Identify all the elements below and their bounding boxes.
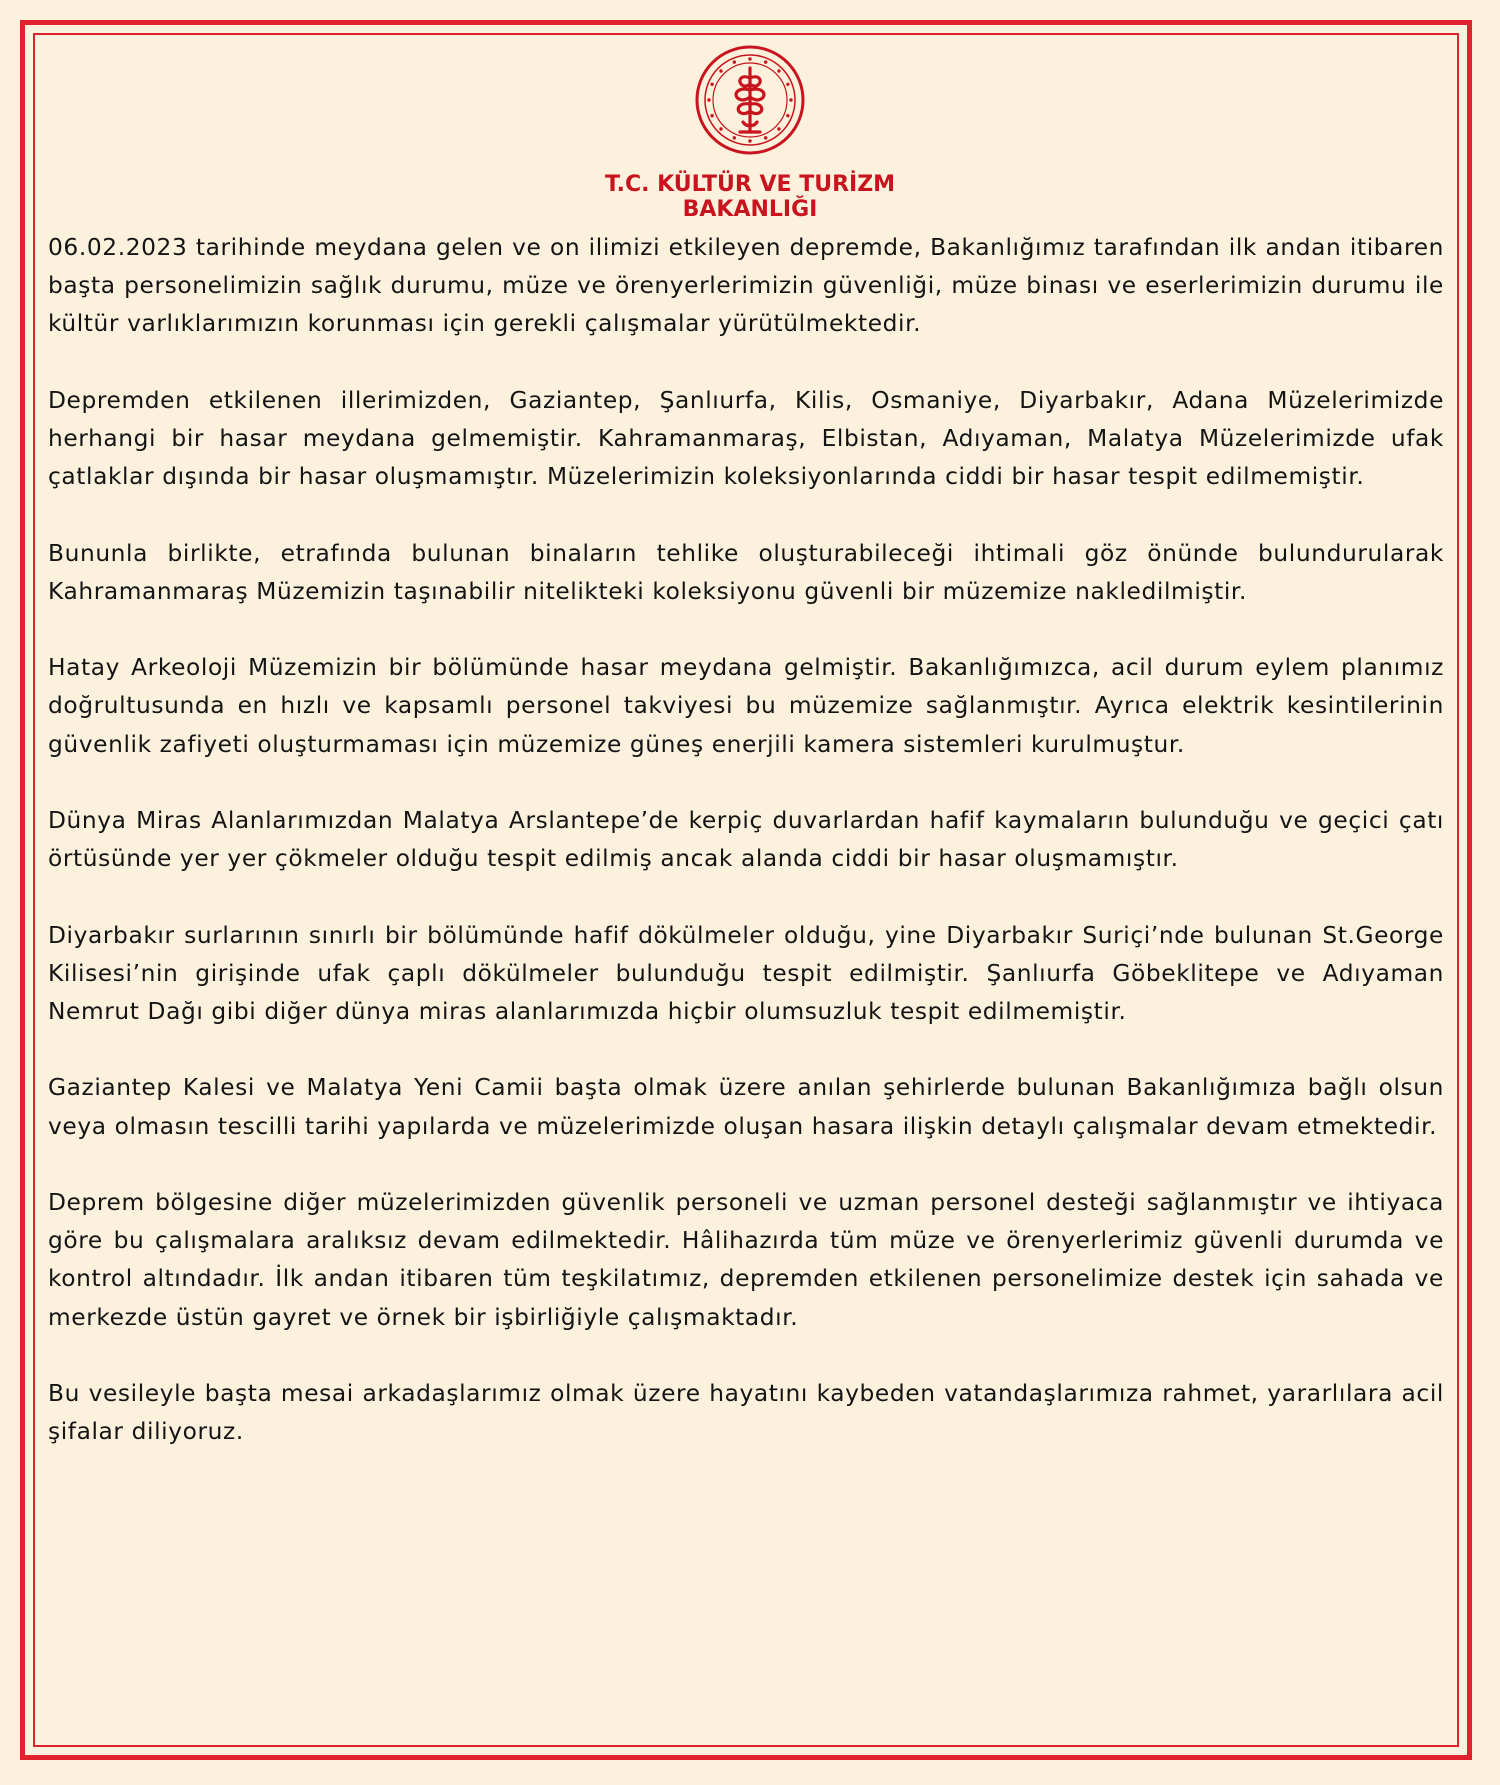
seal-star-dot: [748, 57, 751, 60]
seal-star-dot: [748, 139, 751, 142]
seal-star-dot: [777, 127, 780, 130]
seal-star-dot: [707, 98, 710, 101]
seal-star-dot: [777, 69, 780, 72]
paragraph-kahramanmaras-collection: Bununla birlikte, etrafında bulunan binaların tehlike oluşturabileceği ihtimali göz önünde bulundurularak Kahramanmaraş Müzemizin taşınabilir nitelikteki koleksiyonu güvenli bir müzemize nakledilmiştir.: [48, 539, 1444, 605]
seal-star-dot: [733, 136, 736, 139]
seal-star-dot: [710, 83, 713, 86]
paragraph-personnel-support: Deprem bölgesine diğer müzelerimizden güvenlik personeli ve uzman personel desteği sağlanmıştır ve ihtiyaca göre bu çalışmalara aralıksız devam edilmektedir. Hâlihazırda tüm müze ve örenyerlerimiz güvenli durumda ve kontrol altındadır. İlk andan itibaren tüm teşkilatımız, depremden etkilenen personelimize destek için sahada ve merkezde üstün gayret ve örnek bir işbirliğiyle çalışmaktadır.: [48, 1188, 1444, 1331]
kultur-turizm-bakanligi-seal-icon: [694, 44, 806, 156]
paragraph-condolences: Bu vesileyle başta mesai arkadaşlarımız olmak üzere hayatını kaybeden vatandaşlarımıza rahmet, yararlılara acil şifalar diliyoruz.: [48, 1379, 1444, 1446]
seal-star-dot: [733, 60, 736, 63]
ministry-name-line1: T.C. KÜLTÜR VE TURİZM: [604, 172, 896, 197]
seal-star-dot: [710, 114, 713, 117]
paragraph-historic-structures: Gaziantep Kalesi ve Malatya Yeni Camii başta olmak üzere anılan şehirlerde bulunan Bakanlığımıza bağlı olsun veya olmasın tescilli tarihi yapılarda ve müzelerimizde oluşan hasara ilişkin detaylı çalışmalar devam etmektedir.: [48, 1074, 1444, 1140]
seal-star-dot: [786, 114, 789, 117]
ministry-name-line2: BAKANLIĞI: [682, 197, 818, 222]
paragraph-arslantepe: Dünya Miras Alanlarımızdan Malatya Arslantepe’de kerpiç duvarlardan hafif kaymaların bulunduğu ve geçici çatı örtüsünde yer yer çökmeler olduğu tespit edilmiş ancak alanda ciddi bir hasar oluşmamıştır.: [48, 806, 1444, 873]
statement-body: [48, 229, 1444, 1451]
ministry-name: [0, 172, 1500, 222]
letterhead: [0, 44, 1500, 222]
paragraph-hatay-museum: Hatay Arkeoloji Müzemizin bir bölümünde hasar meydana gelmiştir. Bakanlığımızca, acil durum eylem planımız doğrultusunda en hızlı ve kapsamlı personel takviyesi bu müzemize sağlanmıştır. Ayrıca elektrik kesintilerinin güvenlik zafiyeti oluşturmaması için müzemize güneş enerjili kamera sistemleri kurulmuştur.: [48, 654, 1444, 758]
seal-star-dot: [764, 60, 767, 63]
seal-star-dot: [719, 127, 722, 130]
seal-star-dot: [719, 69, 722, 72]
paragraph-diyarbakir: Diyarbakır surlarının sınırlı bir bölümünde hafif dökülmeler olduğu, yine Diyarbakır Suriçi’nde bulunan St.George Kilisesi’nin girişinde ufak çaplı dökülmeler bulunduğu tespit edilmiştir. Şanlıurfa Göbeklitepe ve Adıyaman Nemrut Dağı gibi diğer dünya miras alanlarımızda hiçbir olumsuzluk tespit edilmemiştir.: [48, 921, 1444, 1025]
paragraph-museums-status: Depremden etkilenen illerimizden, Gaziantep, Şanlıurfa, Kilis, Osmaniye, Diyarbakır, Adana Müzelerimizde herhangi bir hasar meydana gelmemiştir. Kahramanmaraş, Elbistan, Adıyaman, Malatya Müzelerimizde ufak çatlaklar dışında bir hasar oluşmamıştır. Müzelerimizin koleksiyonlarında ciddi bir hasar tespit edilmemiştir.: [48, 386, 1444, 491]
seal-star-dot: [786, 83, 789, 86]
paragraph-intro: 06.02.2023 tarihinde meydana gelen ve on ilimizi etkileyen depremde, Bakanlığımız tarafından ilk andan itibaren başta personelimizin sağlık durumu, müze ve örenyerlerimizin güvenliği, müze binası ve eserlerimizin durumu ile kültür varlıklarımızın korunması için gerekli çalışmalar yürütülmektedir.: [48, 234, 1444, 338]
seal-star-dot: [789, 98, 792, 101]
seal-star-dot: [764, 136, 767, 139]
